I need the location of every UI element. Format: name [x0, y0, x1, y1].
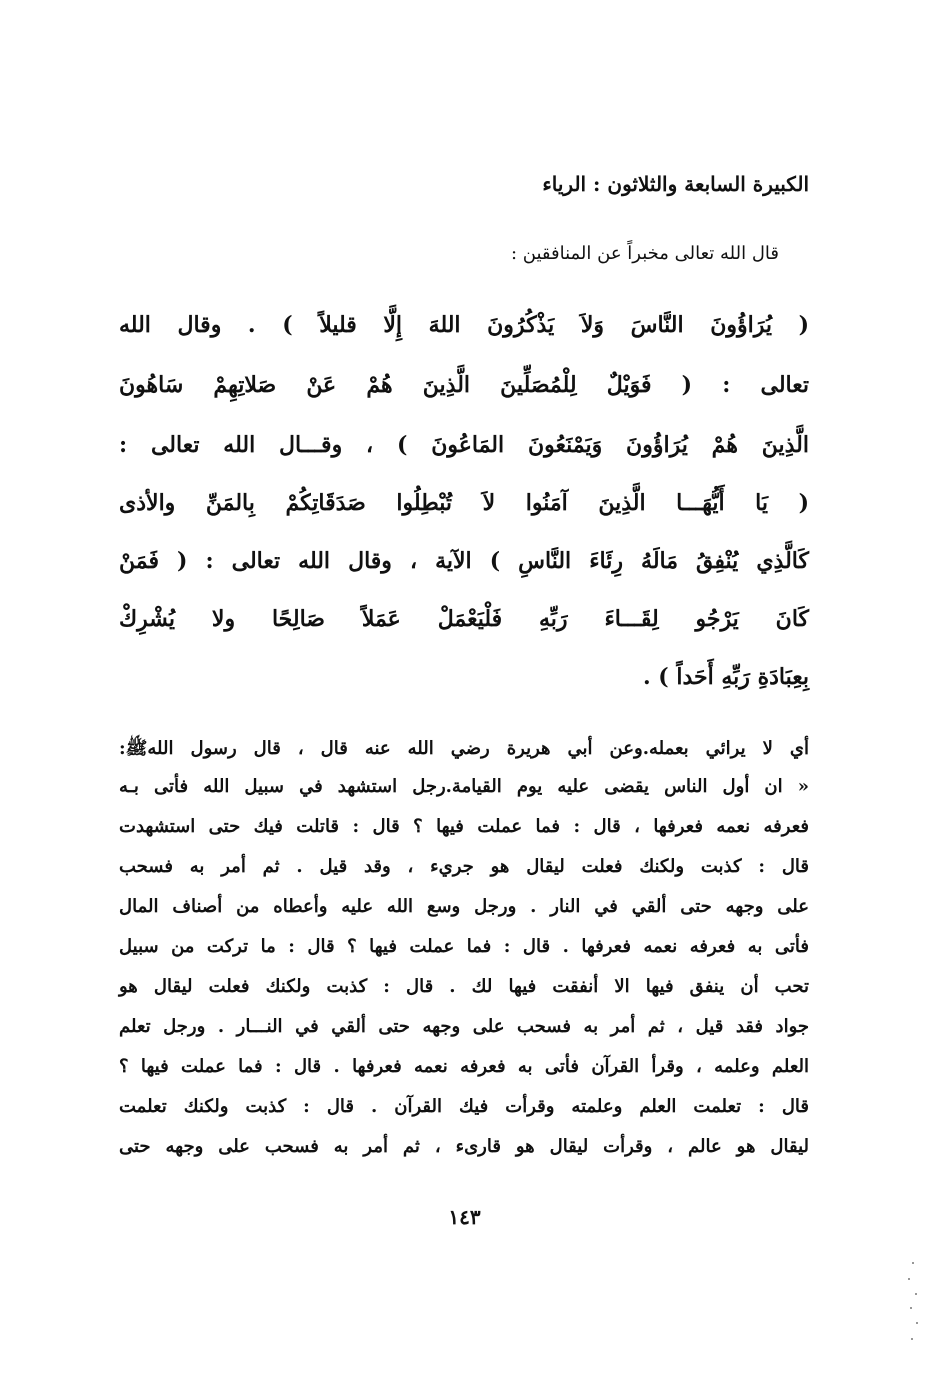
scan-speck	[912, 1262, 914, 1264]
verse-line: كَانَ يَرْجُو لِقَـــاءَ رَبِّهِ فَلْيَعْمَلْ عَمَلاً صَالِحًا ولا يُشْرِكْ	[119, 606, 809, 632]
verse-line: ( يُرَاؤُونَ النَّاسَ وَلاَ يَذْكُرُونَ اللهَ إِلَّا قليلاً ) . وقال الله	[119, 312, 810, 338]
intro-line: قال الله تعالى مخبراً عن المنافقين :	[510, 243, 779, 264]
body-line: فعرفه نعمه فعرفها ، قال : فما عملت فيها ؟ قال : قاتلت فيك حتى استشهدت	[119, 816, 809, 837]
chapter-heading: الكبيرة السابعة والثلاثون : الرياء	[542, 172, 809, 196]
body-line: « ان أول الناس يقضى عليه يوم القيامة.رجل استشهد في سبيل الله فأتى بـه	[119, 776, 809, 797]
body-line: أي لا يرائي بعمله.وعن أبي هريرة رضي الله عنه قال ، قال رسول اللهﷺ:	[119, 738, 809, 759]
scan-speck	[908, 1278, 910, 1280]
verse-line: كَالَّذِي يُنْفِقُ مَالَهُ رِئَاءَ النَّاسِ ) الآية ، وقال الله تعالى : ( فَمَنْ	[119, 548, 809, 574]
body-line: قال : كذبت ولكنك فعلت ليقال هو جريء ، وقد قيل . ثم أمر به فسحب	[119, 856, 809, 877]
page-number: ١٤٣	[448, 1205, 481, 1229]
verse-line: بِعِبَادَةِ رَبِّهِ أَحَداً ) .	[642, 664, 809, 690]
body-line: على وجهه حتى ألقي في النار . ورجل وسع الله عليه وأعطاه من أصناف المال	[119, 896, 809, 917]
scan-speck	[910, 1307, 912, 1309]
body-line: فأتى به فعرفه نعمه فعرفها . قال : فما عملت فيها ؟ قال : ما تركت من سبيل	[119, 936, 809, 957]
verse-line: تعالى : ( فَوَيْلٌ لِلْمُصَلِّينَ الَّذِينَ هُمْ عَنْ صَلاتِهِمْ سَاهُونَ	[119, 372, 809, 398]
scan-speck	[911, 1338, 913, 1340]
body-line: العلم وعلمه ، وقرأ القرآن فأتى به فعرفه نعمه فعرفها . قال : فما عملت فيها ؟	[119, 1056, 809, 1077]
verse-line: ( يَا أَيُّهَـــا الَّذِينَ آمَنُوا لاَ تُبْطِلُوا صَدَقَاتِكُمْ بِالمَنِّ والأذى	[119, 490, 809, 516]
verse-line: الَّذِينَ هُمْ يُرَاؤُونَ وَيَمْنَعُونَ المَاعُونَ ) ، وقـــال الله تعالى :	[119, 432, 809, 458]
body-line: جواد فقد قيل ، ثم أمر به فسحب على وجهه حتى ألقي في النـــار . ورجل تعلم	[119, 1016, 809, 1037]
body-line: ليقال هو عالم ، وقرأت ليقال هو قارىء ، ثم أمر به فسحب على وجهه حتى	[119, 1136, 809, 1157]
scan-speck	[916, 1322, 918, 1324]
body-line: تحب أن ينفق فيها الا أنفقت فيها لك . قال : كذبت ولكنك فعلت ليقال هو	[119, 976, 809, 997]
scan-speck	[915, 1293, 917, 1295]
body-line: قال : تعلمت العلم وعلمته وقرأت فيك القرآن . قال : كذبت ولكنك تعلمت	[119, 1096, 809, 1117]
